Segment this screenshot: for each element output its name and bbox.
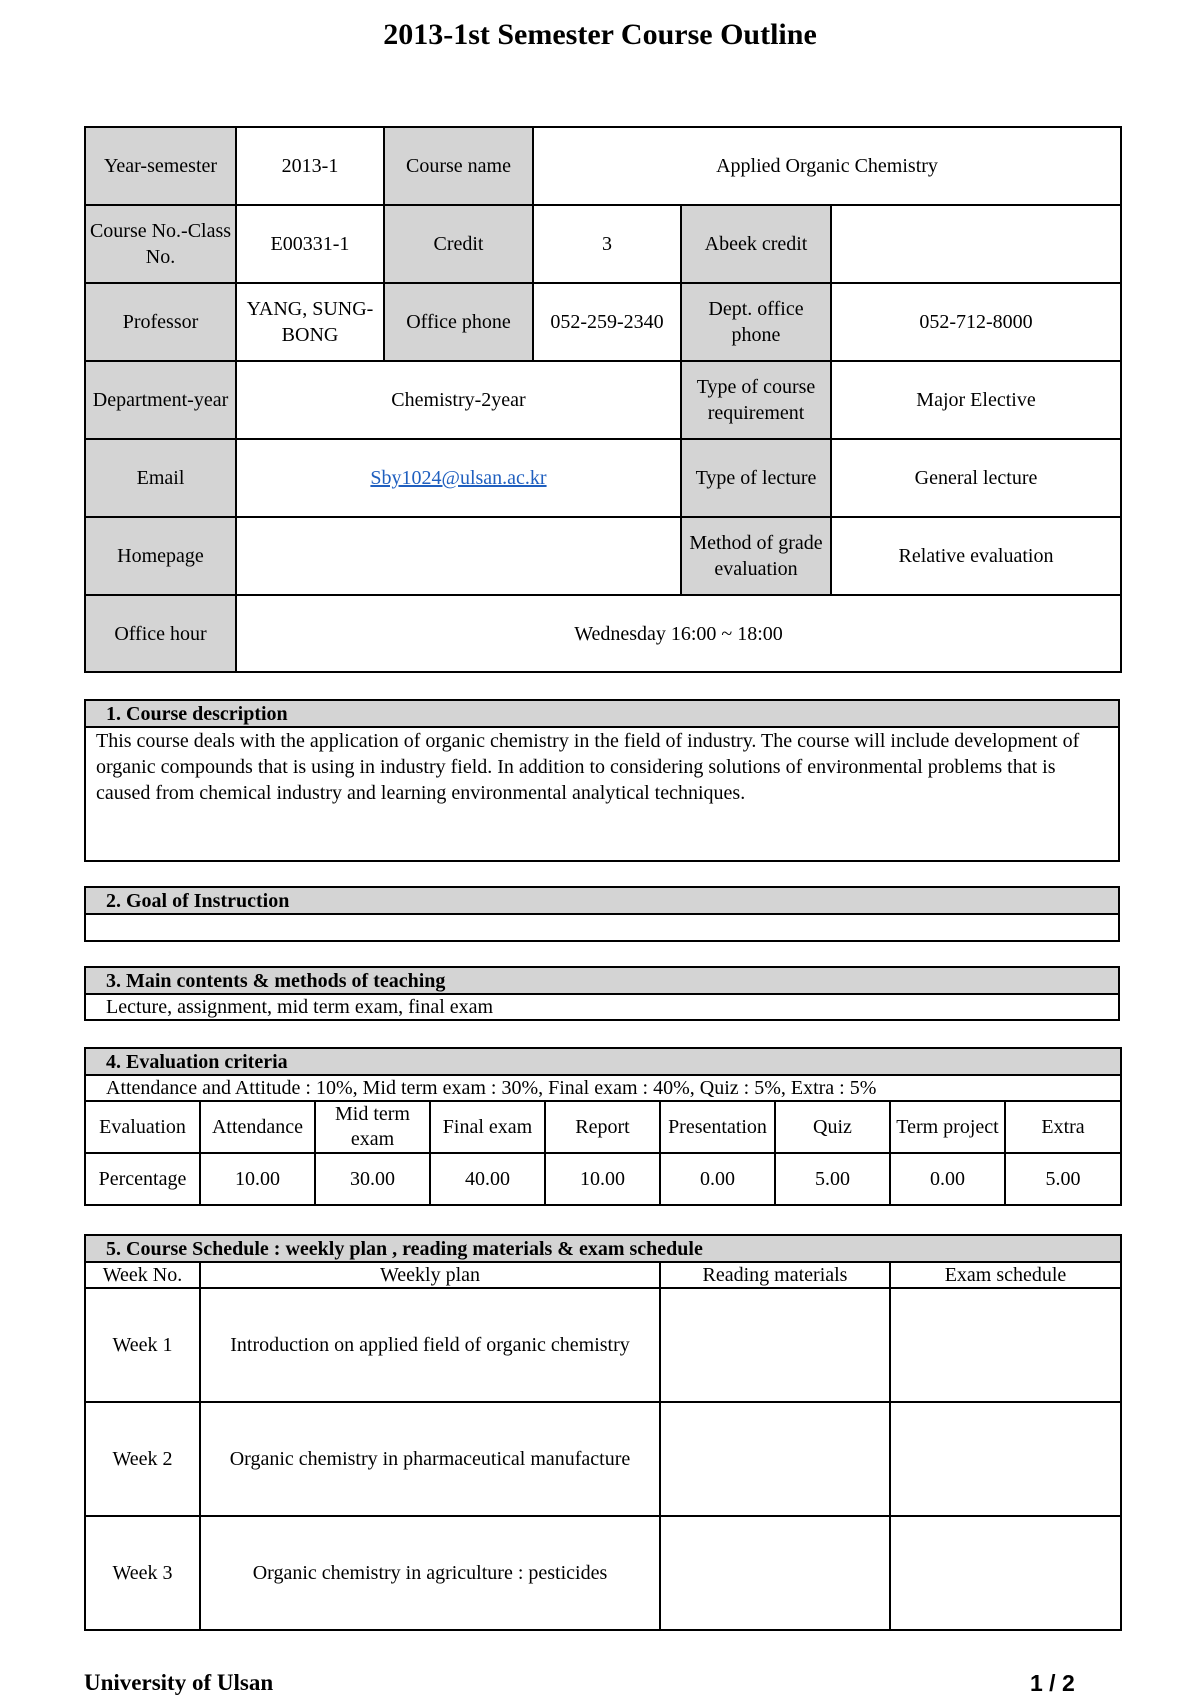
exam-schedule — [890, 1402, 1121, 1516]
evaluation-header: Attendance — [200, 1101, 315, 1153]
weekly-plan-header: Weekly plan — [200, 1262, 660, 1288]
office-hour-value: Wednesday 16:00 ~ 18:00 — [236, 595, 1121, 672]
email-link[interactable]: Sby1024@ulsan.ac.kr — [370, 467, 547, 489]
evaluation-header: Mid term exam — [315, 1101, 430, 1153]
evaluation-row-label: Evaluation — [85, 1101, 200, 1153]
dept-phone-value: 052-712-8000 — [831, 283, 1121, 361]
weekly-plan: Organic chemistry in pharmaceutical manufacture — [200, 1402, 660, 1516]
goal-of-instruction-text — [85, 914, 1119, 941]
course-requirement-value: Major Elective — [831, 361, 1121, 439]
percentage-value: 10.00 — [545, 1153, 660, 1205]
evaluation-header: Report — [545, 1101, 660, 1153]
percentage-value: 40.00 — [430, 1153, 545, 1205]
university-name: University of Ulsan — [84, 1670, 274, 1695]
percentage-value: 0.00 — [890, 1153, 1005, 1205]
reading-materials — [660, 1288, 890, 1402]
department-year-label: Department-year — [85, 361, 236, 439]
weekly-plan: Organic chemistry in agriculture : pesticides — [200, 1516, 660, 1630]
percentage-value: 0.00 — [660, 1153, 775, 1205]
evaluation-criteria-heading: 4. Evaluation criteria — [85, 1048, 1121, 1075]
evaluation-header: Extra — [1005, 1101, 1121, 1153]
teaching-methods-text: Lecture, assignment, mid term exam, final exam — [85, 994, 1119, 1020]
abeek-credit-label: Abeek credit — [681, 205, 831, 283]
teaching-methods-heading: 3. Main contents & methods of teaching — [85, 967, 1119, 994]
reading-materials — [660, 1402, 890, 1516]
evaluation-summary: Attendance and Attitude : 10%, Mid term exam : 30%, Final exam : 40%, Quiz : 5%, Extra : 5% — [85, 1075, 1121, 1101]
homepage-value — [236, 517, 681, 595]
office-phone-value: 052-259-2340 — [533, 283, 681, 361]
lecture-type-value: General lecture — [831, 439, 1121, 517]
evaluation-header: Presentation — [660, 1101, 775, 1153]
percentage-value: 5.00 — [775, 1153, 890, 1205]
course-description-text: This course deals with the application of organic chemistry in the field of industry. The course will include development of organic compounds that is using in industry field. In addition to considering solutions of environmental problems that is caused from chemical industry and learning environmental analytical techniques. — [85, 727, 1119, 861]
week-no: Week 3 — [85, 1516, 200, 1630]
course-name-label: Course name — [384, 127, 533, 205]
course-description-section — [84, 699, 1120, 862]
percentage-value: 5.00 — [1005, 1153, 1121, 1205]
homepage-label: Homepage — [85, 517, 236, 595]
percentage-row-label: Percentage — [85, 1153, 200, 1205]
course-name-value: Applied Organic Chemistry — [533, 127, 1121, 205]
goal-of-instruction-heading: 2. Goal of Instruction — [85, 887, 1119, 914]
exam-schedule — [890, 1288, 1121, 1402]
year-semester-label: Year-semester — [85, 127, 236, 205]
reading-materials-header: Reading materials — [660, 1262, 890, 1288]
course-no-label: Course No.-Class No. — [85, 205, 236, 283]
abeek-credit-value — [831, 205, 1121, 283]
table-row — [85, 1402, 1121, 1516]
lecture-type-label: Type of lecture — [681, 439, 831, 517]
evaluation-header: Quiz — [775, 1101, 890, 1153]
exam-schedule-header: Exam schedule — [890, 1262, 1121, 1288]
page-number: 1 / 2 — [1030, 1670, 1075, 1696]
email-cell — [236, 439, 681, 517]
grade-method-value: Relative evaluation — [831, 517, 1121, 595]
table-row — [85, 1516, 1121, 1630]
evaluation-header: Final exam — [430, 1101, 545, 1153]
goal-of-instruction-section — [84, 886, 1120, 942]
office-hour-label: Office hour — [85, 595, 236, 672]
reading-materials — [660, 1516, 890, 1630]
exam-schedule — [890, 1516, 1121, 1630]
professor-label: Professor — [85, 283, 236, 361]
teaching-methods-section — [84, 966, 1120, 1021]
email-label: Email — [85, 439, 236, 517]
evaluation-header: Term project — [890, 1101, 1005, 1153]
percentage-value: 30.00 — [315, 1153, 430, 1205]
week-no-header: Week No. — [85, 1262, 200, 1288]
week-no: Week 2 — [85, 1402, 200, 1516]
credit-value: 3 — [533, 205, 681, 283]
week-no: Week 1 — [85, 1288, 200, 1402]
department-year-value: Chemistry-2year — [236, 361, 681, 439]
course-schedule-heading: 5. Course Schedule : weekly plan , reading materials & exam schedule — [85, 1235, 1121, 1262]
percentage-value: 10.00 — [200, 1153, 315, 1205]
weekly-plan: Introduction on applied field of organic chemistry — [200, 1288, 660, 1402]
course-requirement-label: Type of course requirement — [681, 361, 831, 439]
course-schedule-section — [84, 1234, 1122, 1631]
credit-label: Credit — [384, 205, 533, 283]
course-info-table — [84, 126, 1122, 673]
table-row — [85, 1288, 1121, 1402]
year-semester-value: 2013-1 — [236, 127, 384, 205]
dept-phone-label: Dept. office phone — [681, 283, 831, 361]
course-description-heading: 1. Course description — [85, 700, 1119, 727]
evaluation-criteria-section — [84, 1047, 1122, 1206]
course-no-value: E00331-1 — [236, 205, 384, 283]
page-title: 2013-1st Semester Course Outline — [383, 18, 817, 51]
grade-method-label: Method of grade evaluation — [681, 517, 831, 595]
office-phone-label: Office phone — [384, 283, 533, 361]
professor-value: YANG, SUNG-BONG — [236, 283, 384, 361]
